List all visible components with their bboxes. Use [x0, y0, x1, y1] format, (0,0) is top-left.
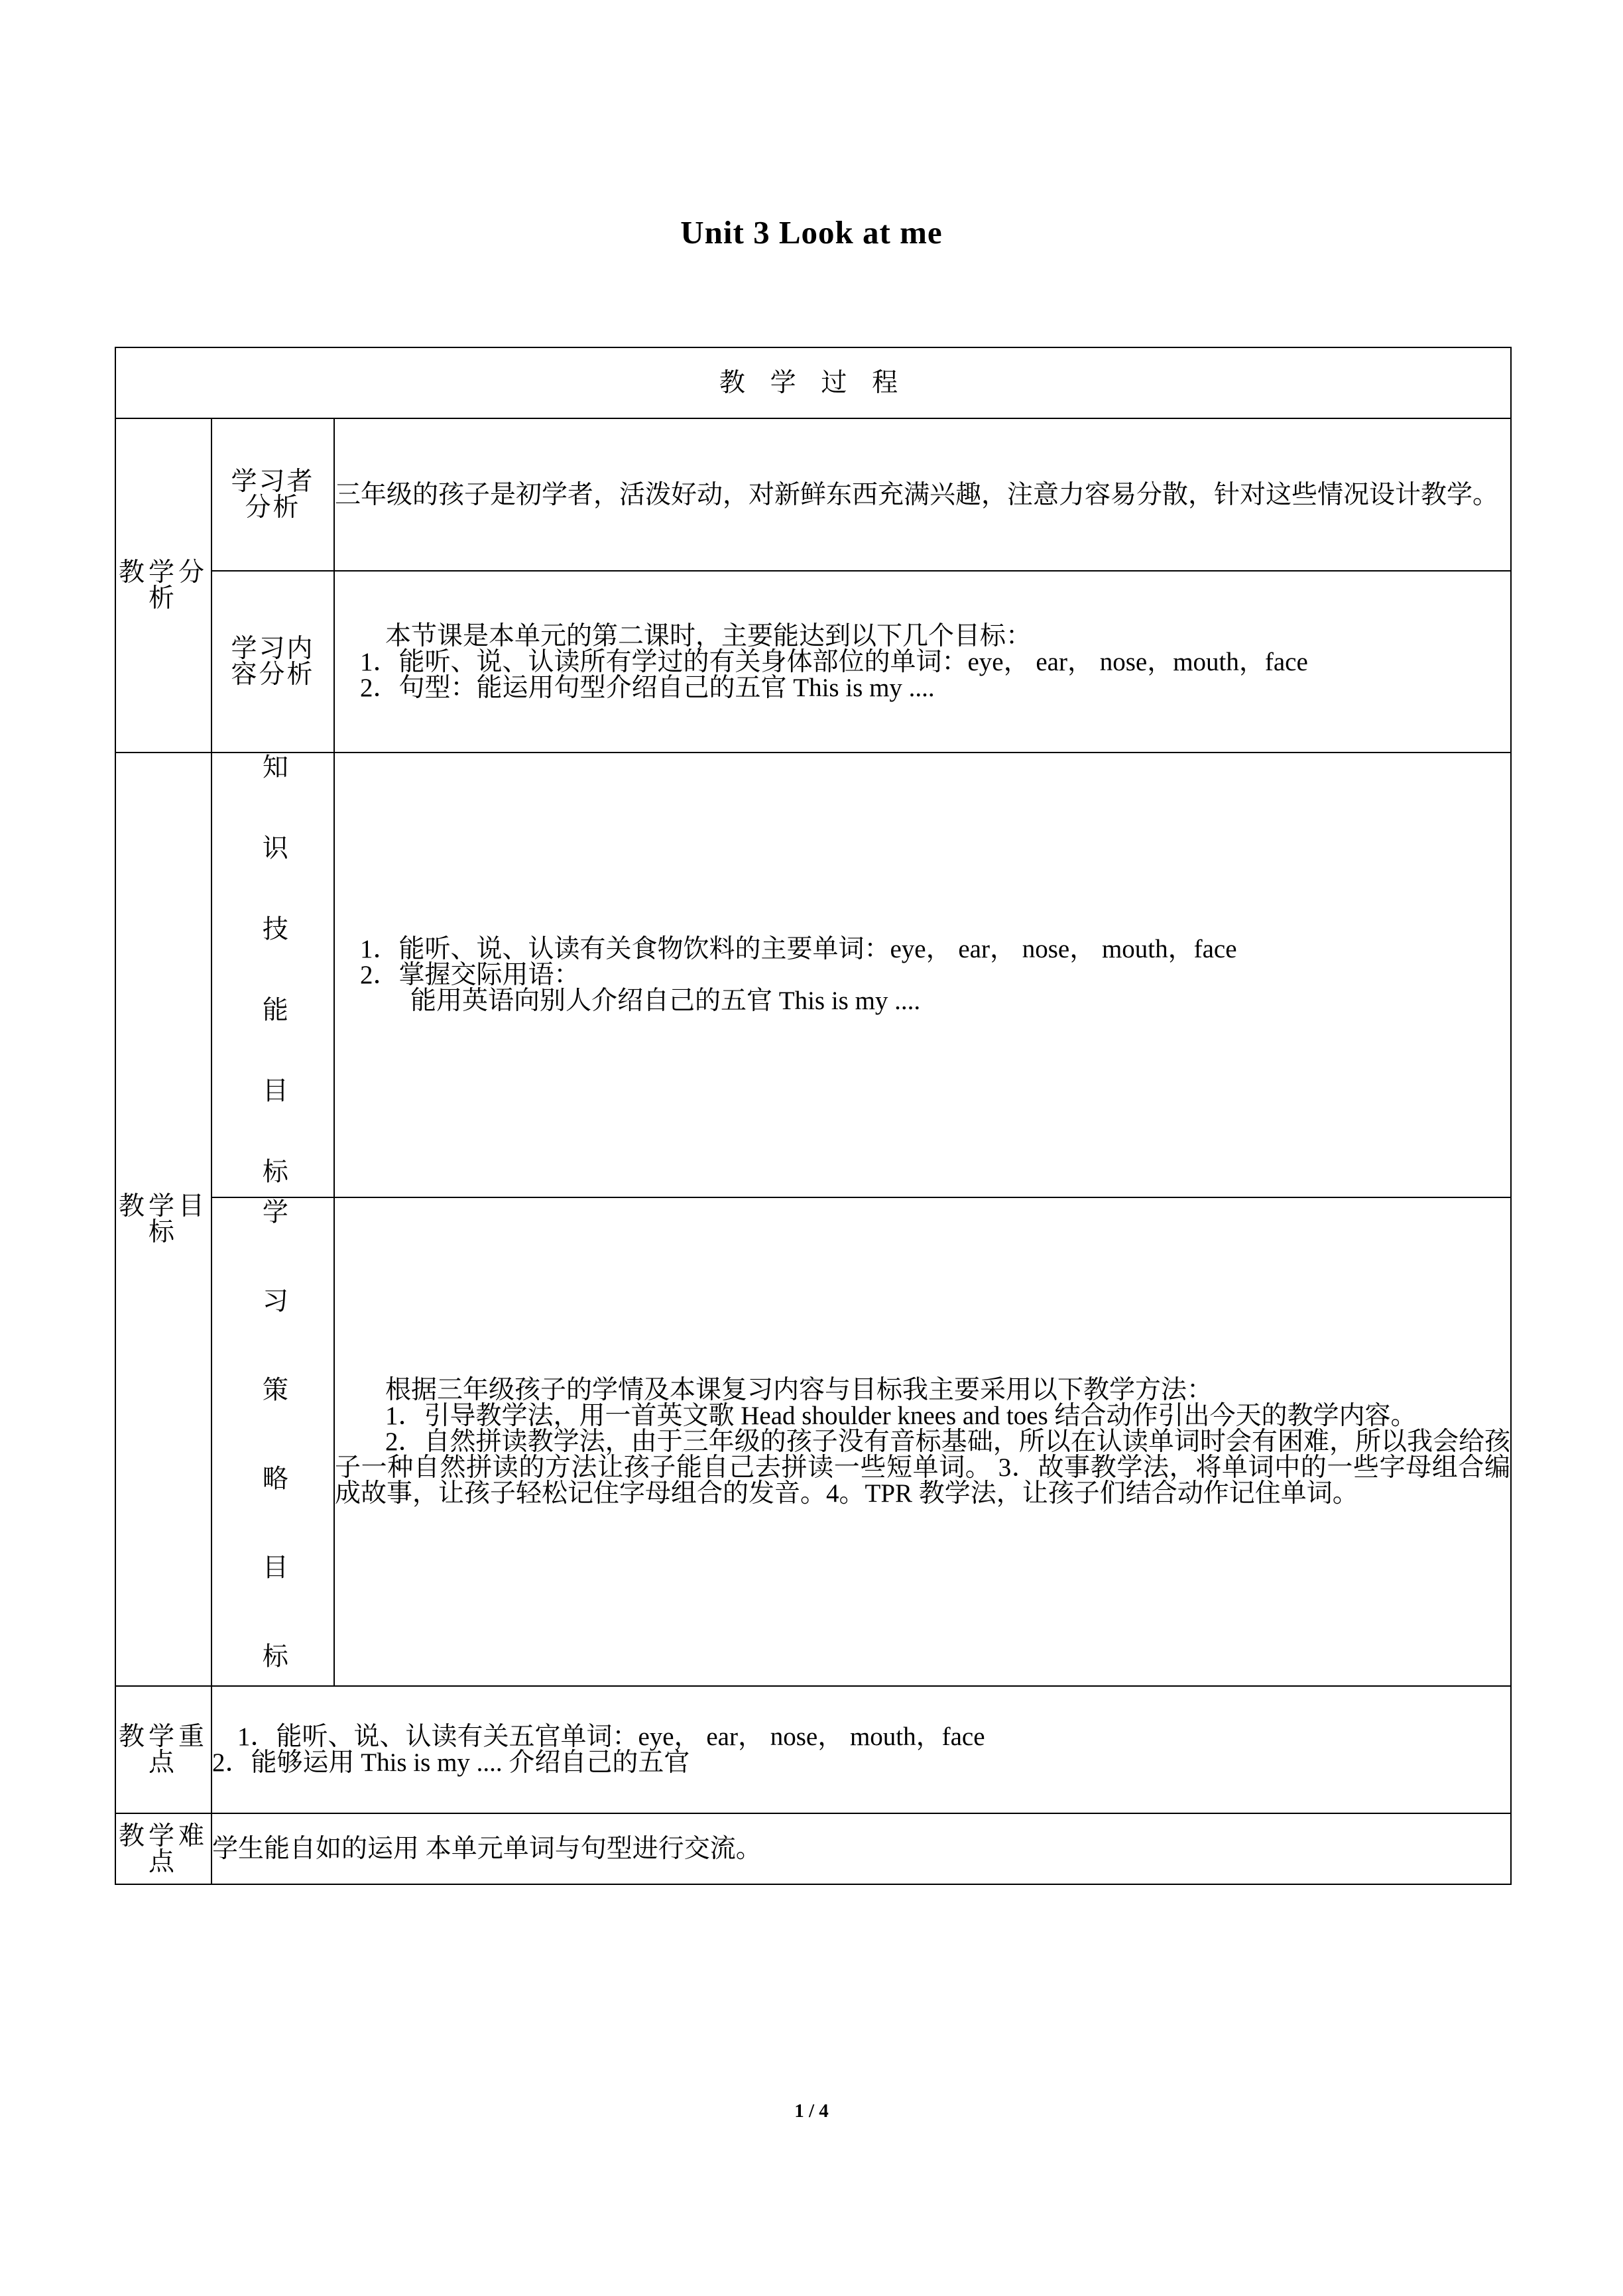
table-row: [115, 571, 1511, 753]
cell-learner-analysis-content: [334, 418, 1511, 571]
page-title: Unit 3 Look at me: [680, 214, 943, 251]
table-header-title: 教 学 过 程: [115, 347, 1511, 418]
cell-content-analysis-content: [334, 571, 1511, 753]
sub-label-content-analysis: [211, 571, 334, 753]
sub-label-learning-strategy-objectives: [211, 1197, 334, 1686]
paragraph: 1．引导教学法，用一首英文歌 Head shoulder knees and toes 结合动作引出今天的教学内容。: [385, 1402, 1417, 1430]
table-row: [115, 753, 1511, 1197]
paragraph: 1．能听、说、认读所有学过的有关身体部位的单词：eye， ear， nose，mouth，face: [360, 647, 1308, 676]
paragraph: 1．能听、说、认读有关五官单词：eye， ear， nose， mouth，face: [237, 1722, 985, 1751]
paragraph: 1．能听、说、认读有关食物饮料的主要单词：eye， ear， nose， mouth，face: [360, 935, 1237, 963]
paragraph: 能用英语向别人介绍自己的五官 This is my ....: [410, 987, 921, 1015]
cell-learning-strategy-content: [334, 1197, 1511, 1686]
row-group-label-teaching-difficult-points: 教学难点: [115, 1813, 211, 1884]
cell-knowledge-skill-content: [334, 753, 1511, 1197]
sub-label-line-2: 分析: [245, 493, 301, 522]
sub-label-text: 学 习 策 略 目 标: [259, 1198, 288, 1685]
paragraph: 三年级的孩子是初学者，活泼好动，对新鲜东西充满兴趣，注意力容易分散，针对这些情况设计教学。: [335, 480, 1499, 509]
row-group-label-teaching-objectives: 教学目标: [115, 753, 211, 1686]
table-row: [115, 1197, 1511, 1686]
cell-teaching-difficult-points-content: [211, 1813, 1511, 1884]
paragraph: 本节课是本单元的第二课时，主要能达到以下几个目标：: [385, 621, 1032, 650]
sub-label-text: 知 识 技 能 目 标: [259, 753, 288, 1197]
cell-teaching-key-points-content: [211, 1686, 1511, 1813]
paragraph: 2．能够运用 This is my .... 介绍自己的五官: [212, 1748, 690, 1777]
sub-label-learner-analysis: [211, 418, 334, 571]
paragraph: 学生能自如的运用 本单元单词与句型进行交流。: [212, 1835, 762, 1863]
sub-label-knowledge-skill-objectives: [211, 753, 334, 1197]
sub-label-line-2: 容分析: [231, 660, 315, 689]
page-number: 1 / 4: [794, 2100, 829, 2122]
row-group-label-teaching-analysis: 教学分析: [115, 418, 211, 753]
table-row: [115, 1686, 1511, 1813]
table-header-row: [115, 347, 1511, 418]
paragraph: 2．掌握交际用语：: [360, 961, 580, 989]
table-row: [115, 418, 1511, 571]
lesson-plan-table: [115, 347, 1512, 1885]
paragraph: 2．句型：能运用句型介绍自己的五官 This is my ....: [360, 673, 935, 702]
row-group-label-teaching-key-points: 教学重点: [115, 1686, 211, 1813]
paragraph: 根据三年级孩子的学情及本课复习内容与目标我主要采用以下教学方法：: [385, 1376, 1213, 1404]
sub-label-line-1: 学习者: [231, 467, 315, 496]
table-row: [115, 1813, 1511, 1884]
sub-label-line-1: 学习内: [231, 634, 315, 663]
paragraph: 2．自然拼读教学法，由于三年级的孩子没有音标基础，所以在认读单词时会有困难，所以我会给孩子一种自然拼读的方法让孩子能自己去拼读一些短单词。 3．故事教学法，将单词中的一些字母组合编成故事，让孩子轻松记住字母组合的发音。4。TPR 教学法，让孩子们结合动作记住单词。: [335, 1427, 1511, 1508]
